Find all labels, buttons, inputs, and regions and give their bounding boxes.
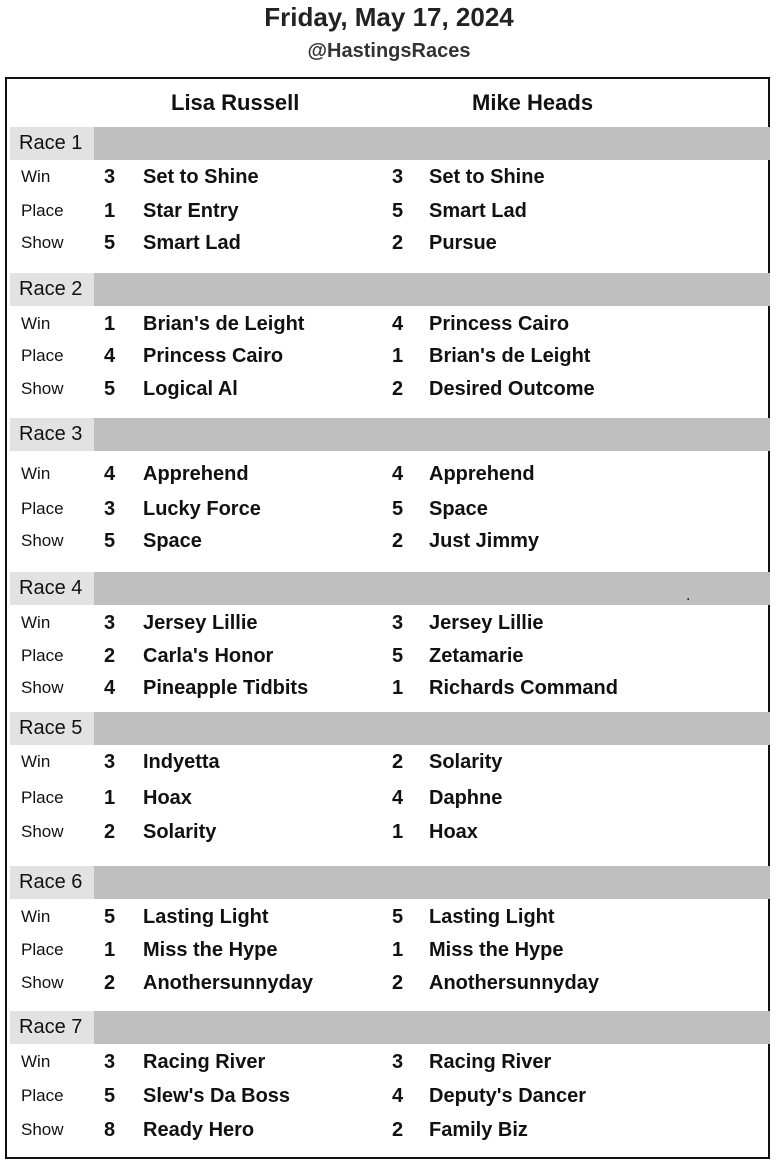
right-program-number: 5: [392, 645, 404, 667]
right-program-number: 2: [392, 751, 404, 773]
pick-row: [0, 935, 778, 965]
left-horse-name: Pineapple Tidbits: [143, 677, 309, 699]
finish-position: Show: [21, 973, 64, 992]
right-horse-name: Brian's de Leight: [429, 345, 591, 367]
left-program-number: 5: [104, 1085, 116, 1107]
left-horse-name: Ready Hero: [143, 1119, 255, 1141]
right-horse-name: Desired Outcome: [429, 378, 595, 400]
finish-position: Place: [21, 940, 64, 959]
pick-row: [0, 608, 778, 638]
race-header-band: [10, 418, 770, 451]
race-label: Race 3: [10, 418, 94, 451]
right-horse-name: Just Jimmy: [429, 530, 540, 552]
left-program-number: 1: [104, 939, 116, 961]
right-program-number: 4: [392, 463, 404, 485]
pick-row: [0, 1047, 778, 1077]
right-program-number: 1: [392, 939, 404, 961]
right-horse-name: Deputy's Dancer: [429, 1085, 587, 1107]
left-program-number: 5: [104, 906, 116, 928]
right-horse-name: Jersey Lillie: [429, 612, 544, 634]
race-header-band: [10, 127, 770, 160]
right-horse-name: Richards Command: [429, 677, 618, 699]
pick-row: [0, 783, 778, 813]
left-horse-name: Miss the Hype: [143, 939, 278, 961]
finish-position: Show: [21, 379, 64, 398]
pick-row: [0, 196, 778, 226]
left-horse-name: Princess Cairo: [143, 345, 284, 367]
column-header-left-handicapper: Lisa Russell: [171, 90, 300, 115]
right-program-number: 1: [392, 821, 404, 843]
left-horse-name: Jersey Lillie: [143, 612, 258, 634]
right-horse-name: Set to Shine: [429, 166, 545, 188]
right-program-number: 5: [392, 200, 404, 222]
left-program-number: 3: [104, 166, 116, 188]
finish-position: Win: [21, 1052, 51, 1071]
race-label: Race 1: [10, 127, 94, 160]
pick-row: [0, 1115, 778, 1145]
right-horse-name: Miss the Hype: [429, 939, 564, 961]
race-header-band: [10, 712, 770, 745]
race-label: Race 7: [10, 1011, 94, 1044]
left-program-number: 1: [104, 787, 116, 809]
right-horse-name: Smart Lad: [429, 200, 527, 222]
finish-position: Win: [21, 314, 51, 333]
left-horse-name: Brian's de Leight: [143, 313, 305, 335]
pick-row: [0, 162, 778, 192]
left-program-number: 2: [104, 821, 116, 843]
race-header-band: [10, 273, 770, 306]
page-title: Friday, May 17, 2024: [264, 2, 514, 32]
right-horse-name: Apprehend: [429, 463, 535, 485]
right-program-number: 1: [392, 677, 404, 699]
right-program-number: 4: [392, 787, 404, 809]
right-program-number: 2: [392, 530, 404, 552]
finish-position: Show: [21, 233, 64, 252]
race-header-band: [10, 1011, 770, 1044]
left-program-number: 4: [104, 463, 116, 485]
left-horse-name: Star Entry: [143, 200, 239, 222]
pick-row: [0, 673, 778, 703]
left-program-number: 5: [104, 378, 116, 400]
pick-row: [0, 309, 778, 339]
finish-position: Show: [21, 678, 64, 697]
finish-position: Show: [21, 1120, 64, 1139]
right-program-number: 2: [392, 378, 404, 400]
left-program-number: 3: [104, 751, 116, 773]
right-program-number: 3: [392, 1051, 404, 1073]
pick-row: [0, 968, 778, 998]
right-program-number: 5: [392, 906, 404, 928]
left-program-number: 3: [104, 612, 116, 634]
race-header-band: [10, 866, 770, 899]
left-horse-name: Anothersunnyday: [143, 972, 314, 994]
left-program-number: 2: [104, 645, 116, 667]
finish-position: Place: [21, 1086, 64, 1105]
finish-position: Win: [21, 464, 51, 483]
left-horse-name: Space: [143, 530, 202, 552]
left-program-number: 1: [104, 200, 116, 222]
left-program-number: 4: [104, 345, 116, 367]
right-horse-name: Lasting Light: [429, 906, 555, 928]
left-horse-name: Carla's Honor: [143, 645, 274, 667]
race-label: Race 4: [10, 572, 94, 605]
left-horse-name: Apprehend: [143, 463, 249, 485]
left-program-number: 8: [104, 1119, 116, 1141]
pick-row: [0, 817, 778, 847]
pick-row: [0, 1081, 778, 1111]
pick-row: [0, 747, 778, 777]
finish-position: Win: [21, 167, 51, 186]
left-horse-name: Racing River: [143, 1051, 266, 1073]
pick-row: [0, 228, 778, 258]
finish-position: Win: [21, 613, 51, 632]
left-program-number: 1: [104, 313, 116, 335]
left-horse-name: Solarity: [143, 821, 217, 843]
right-horse-name: Solarity: [429, 751, 503, 773]
pick-row: [0, 641, 778, 671]
right-program-number: 3: [392, 166, 404, 188]
right-program-number: 2: [392, 972, 404, 994]
right-program-number: 2: [392, 232, 404, 254]
left-program-number: 3: [104, 1051, 116, 1073]
left-horse-name: Lucky Force: [143, 498, 261, 520]
right-horse-name: Family Biz: [429, 1119, 528, 1141]
right-program-number: 2: [392, 1119, 404, 1141]
pick-row: [0, 494, 778, 524]
race-label: Race 5: [10, 712, 94, 745]
pick-row: [0, 902, 778, 932]
finish-position: Show: [21, 822, 64, 841]
race-label: Race 6: [10, 866, 94, 899]
right-horse-name: Pursue: [429, 232, 497, 254]
finish-position: Win: [21, 907, 51, 926]
stray-mark: .: [686, 587, 691, 604]
race-label: Race 2: [10, 273, 94, 306]
pick-row: [0, 341, 778, 371]
right-program-number: 1: [392, 345, 404, 367]
pick-row: [0, 526, 778, 556]
right-program-number: 4: [392, 1085, 404, 1107]
twitter-handle: @HastingsRaces: [307, 40, 471, 62]
finish-position: Place: [21, 499, 64, 518]
left-horse-name: Lasting Light: [143, 906, 269, 928]
finish-position: Place: [21, 646, 64, 665]
finish-position: Show: [21, 531, 64, 550]
left-horse-name: Indyetta: [143, 751, 220, 773]
left-horse-name: Logical Al: [143, 378, 238, 400]
right-horse-name: Racing River: [429, 1051, 552, 1073]
pick-row: [0, 374, 778, 404]
right-program-number: 4: [392, 313, 404, 335]
right-horse-name: Anothersunnyday: [429, 972, 600, 994]
right-program-number: 3: [392, 612, 404, 634]
left-program-number: 4: [104, 677, 116, 699]
left-horse-name: Slew's Da Boss: [143, 1085, 291, 1107]
left-horse-name: Smart Lad: [143, 232, 241, 254]
right-horse-name: Hoax: [429, 821, 478, 843]
finish-position: Win: [21, 752, 51, 771]
left-program-number: 3: [104, 498, 116, 520]
race-header-band: [10, 572, 770, 605]
left-program-number: 5: [104, 232, 116, 254]
finish-position: Place: [21, 346, 64, 365]
left-program-number: 5: [104, 530, 116, 552]
right-horse-name: Daphne: [429, 787, 503, 809]
right-program-number: 5: [392, 498, 404, 520]
left-horse-name: Hoax: [143, 787, 192, 809]
finish-position: Place: [21, 201, 64, 220]
right-horse-name: Zetamarie: [429, 645, 524, 667]
right-horse-name: Princess Cairo: [429, 313, 570, 335]
left-program-number: 2: [104, 972, 116, 994]
column-header-right-handicapper: Mike Heads: [472, 90, 594, 115]
right-horse-name: Space: [429, 498, 488, 520]
finish-position: Place: [21, 788, 64, 807]
pick-row: [0, 459, 778, 489]
left-horse-name: Set to Shine: [143, 166, 259, 188]
